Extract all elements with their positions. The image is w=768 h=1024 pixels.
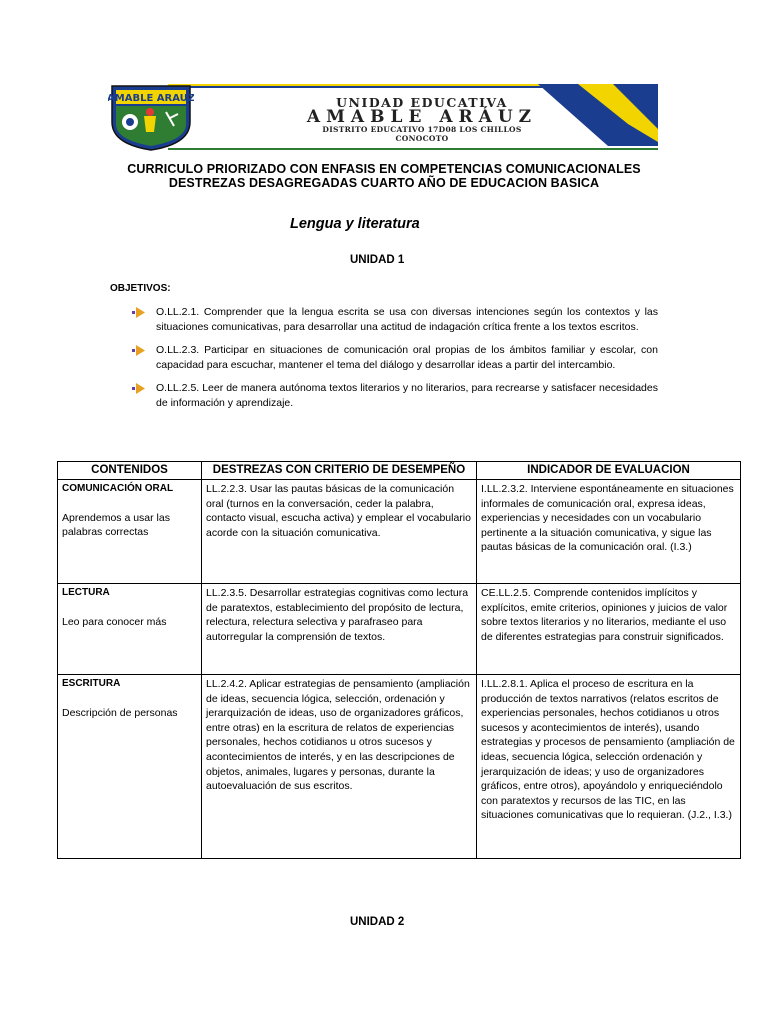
content-cell	[58, 584, 202, 675]
content-cell	[58, 480, 202, 584]
school-logo	[108, 82, 194, 152]
objectives-label: OBJETIVOS:	[110, 283, 171, 294]
indicator-cell: CE.LL.2.5. Comprende contenidos implícitos y explícitos, emite criterios, opiniones y juicios de valor sobre textos literarios y no literarios, mediante el uso de diferentes estrategias para construir significados.	[477, 584, 741, 675]
arrow-bullet-icon	[132, 306, 146, 318]
table-row	[58, 584, 741, 675]
curriculum-table	[57, 461, 741, 859]
document-title	[0, 162, 768, 190]
table-row	[58, 480, 741, 584]
school-line-1: UNIDAD EDUCATIVA	[336, 95, 508, 110]
objectives-list	[130, 305, 658, 419]
content-cell	[58, 675, 202, 859]
header-indicador: INDICADOR DE EVALUACION	[477, 462, 741, 480]
table-header-row	[58, 462, 741, 480]
skill-cell: LL.2.3.5. Desarrollar estrategias cognitivas como lectura de paratextos, establecimiento del propósito de lectura, relectura, relectura selectiva y parafraseo para autorregular la comprensión de textos.	[202, 584, 477, 675]
indicator-cell: I.LL.2.3.2. Interviene espontáneamente en situaciones informales de comunicación oral, expresa ideas, experiencias y necesidades con un vocabulario pertinente a la situación comunicativa, y sigue las pautas básicas de la comunicación oral. (I.3.)	[477, 480, 741, 584]
skill-cell: LL.2.4.2. Aplicar estrategias de pensamiento (ampliación de ideas, secuencia lógica, selección, ordenación y jerarquización de ideas, uso de organizadores gráficos, entre otras) en la escritura de relatos de experiencias personales, hechos cotidianos u otros sucesos y acontecimientos de interés, y en las descripciones de objetos, animales, lugares y personas, durante la autoevaluación de sus escritos.	[202, 675, 477, 859]
objective-item	[130, 305, 658, 335]
objective-text: O.LL.2.3. Participar en situaciones de comunicación oral propias de los ámbitos familiar y escolar, con capacidad para escuchar, mantener el tema del diálogo y desarrollar ideas a partir del intercambio.	[156, 344, 658, 371]
title-line-1: CURRICULO PRIORIZADO CON ENFASIS EN COMPETENCIAS COMUNICACIONALES	[127, 162, 641, 176]
logo-text: AMABLE ARAUZ	[108, 93, 194, 104]
section-subtitle: Descripción de personas	[62, 706, 178, 719]
skill-cell: LL.2.2.3. Usar las pautas básicas de la comunicación oral (turnos en la conversación, ceder la palabra, contacto visual, escucha activa) y emplear el vocabulario acorde con la situación comunicativa.	[202, 480, 477, 584]
section-subtitle: Aprendemos a usar las palabras correctas	[62, 511, 170, 539]
table-row	[58, 675, 741, 859]
section-title: ESCRITURA	[62, 678, 121, 689]
indicator-cell: I.LL.2.8.1. Aplica el proceso de escritura en la producción de textos narrativos (relatos escritos de experiencias personales, hechos cotidianos u otros sucesos y acontecimientos de interés), usando estrategias y procesos de pensamiento (ampliación de ideas, secuencia lógica, selección ordenación y jerarquización de ideas; y uso de organizadores gráficos, entre otros), apoyándolo y enriqueciéndolo con paratextos y recursos de las TIC, en las situaciones comunicativas que lo requieran. (J.2., I.3.)	[477, 675, 741, 859]
objective-text: O.LL.2.1. Comprender que la lengua escrita se usa con diversas intenciones según los contextos y las situaciones comunicativas, para desarrollar una actitud de indagación crítica frente a los textos escritos.	[156, 306, 658, 333]
objective-item	[130, 381, 658, 411]
subject-title: Lengua y literatura	[290, 216, 420, 232]
arrow-bullet-icon	[132, 382, 146, 394]
section-title: LECTURA	[62, 587, 110, 598]
school-line-4: CONOCOTO	[395, 134, 449, 143]
header-destrezas: DESTREZAS CON CRITERIO DE DESEMPEÑO	[202, 462, 477, 480]
section-title: COMUNICACIÓN ORAL	[62, 483, 174, 494]
unit-2-heading: UNIDAD 2	[350, 916, 405, 928]
header-contenidos: CONTENIDOS	[58, 462, 202, 480]
school-name-block	[232, 96, 612, 143]
school-line-2: AMABLE ARÁUZ	[306, 107, 538, 127]
objective-text: O.LL.2.5. Leer de manera autónoma textos literarios y no literarios, para recrearse y satisfacer necesidades de información y aprendizaje.	[156, 382, 658, 409]
school-line-3: DISTRITO EDUCATIVO 17D08 LOS CHILLOS	[322, 125, 522, 134]
title-line-2: DESTREZAS DESAGREGADAS CUARTO AÑO DE EDUCACION BASICA	[168, 176, 600, 190]
arrow-bullet-icon	[132, 344, 146, 356]
unit-1-heading: UNIDAD 1	[350, 254, 405, 266]
section-subtitle: Leo para conocer más	[62, 615, 167, 628]
objective-item	[130, 343, 658, 373]
